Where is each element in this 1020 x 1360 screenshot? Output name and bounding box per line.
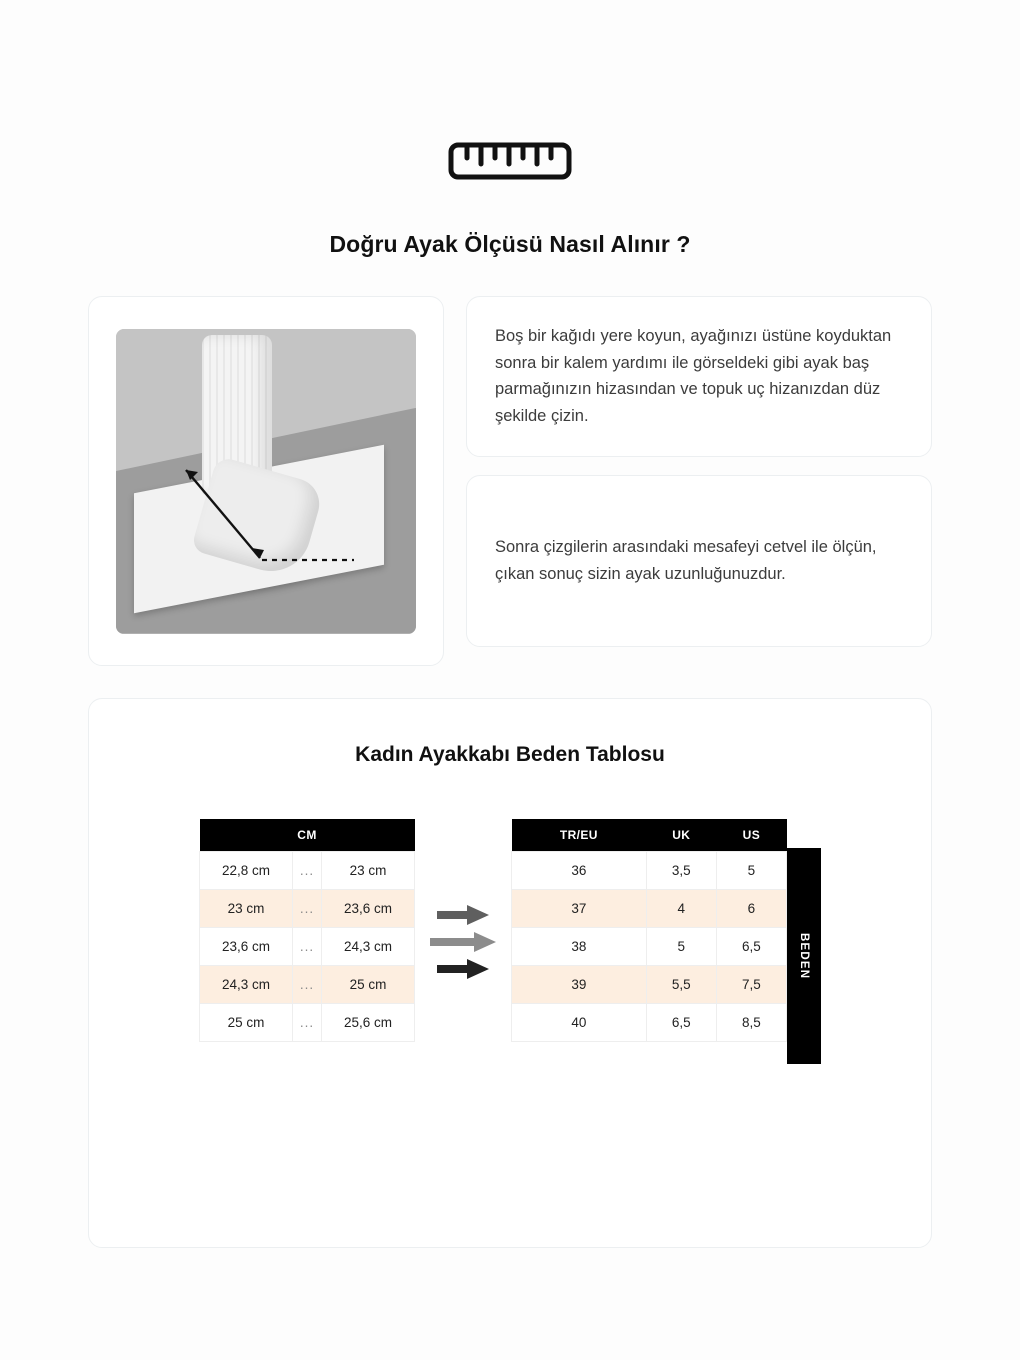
cm-table	[199, 819, 415, 1042]
cm-from: 22,8 cm	[200, 852, 293, 890]
size-table-title: Kadın Ayakkabı Beden Tablosu	[355, 743, 665, 766]
size-table-header-row	[512, 819, 787, 852]
cm-dots: ...	[293, 1004, 322, 1042]
cm-to: 25,6 cm	[321, 1004, 414, 1042]
cm-dots: ...	[293, 852, 322, 890]
size-table-card	[88, 698, 932, 1248]
size-header-us: US	[716, 819, 786, 852]
cm-to: 25 cm	[321, 966, 414, 1004]
table-row	[200, 852, 415, 890]
table-row	[512, 928, 787, 966]
size-uk: 5	[646, 928, 716, 966]
arrow-right-icon	[437, 959, 489, 979]
instruction-text-2: Sonra çizgilerin arasındaki mesafeyi cetvel ile ölçün, çıkan sonuç sizin ayak uzunluğunuzdur.	[495, 538, 877, 583]
size-us: 7,5	[716, 966, 786, 1004]
beden-side-label	[787, 848, 821, 1064]
table-row	[200, 1004, 415, 1042]
foot-measure-photo-card	[88, 296, 444, 666]
cm-from: 24,3 cm	[200, 966, 293, 1004]
beden-side-label-text: BEDEN	[798, 932, 810, 980]
size-us: 8,5	[716, 1004, 786, 1042]
size-uk: 6,5	[646, 1004, 716, 1042]
table-row	[512, 1004, 787, 1042]
size-tr-eu: 37	[512, 890, 647, 928]
size-tr-eu: 40	[512, 1004, 647, 1042]
cm-to: 23,6 cm	[321, 890, 414, 928]
table-row	[512, 966, 787, 1004]
size-tr-eu: 36	[512, 852, 647, 890]
size-us: 6,5	[716, 928, 786, 966]
cm-from: 25 cm	[200, 1004, 293, 1042]
size-us: 6	[716, 890, 786, 928]
table-row	[512, 890, 787, 928]
ruler-icon	[0, 138, 1020, 189]
size-tr-eu: 38	[512, 928, 647, 966]
size-header-tr-eu: TR/EU	[512, 819, 647, 852]
instructions-row	[88, 296, 932, 666]
cm-from: 23,6 cm	[200, 928, 293, 966]
arrow-right-icon	[430, 932, 496, 952]
instruction-cards	[466, 296, 932, 647]
arrow-right-icon	[437, 905, 489, 925]
instruction-card-2	[466, 475, 932, 647]
size-tables	[89, 819, 931, 1064]
table-row	[512, 852, 787, 890]
cm-header-cell: CM	[200, 819, 415, 852]
page-header	[0, 0, 1020, 258]
measure-arrow-icon	[176, 464, 362, 574]
size-header-uk: UK	[646, 819, 716, 852]
conversion-arrows	[415, 819, 511, 979]
instruction-text-1: Boş bir kağıdı yere koyun, ayağınızı üstüne koyduktan sonra bir kalem yardımı ile görseldeki gibi ayak baş parmağınızın hizasından ve topuk uç hizanızdan düz şekilde çizin.	[495, 327, 892, 426]
cm-dots: ...	[293, 928, 322, 966]
table-row	[200, 928, 415, 966]
cm-table-header-row	[200, 819, 415, 852]
table-row	[200, 890, 415, 928]
size-tr-eu: 39	[512, 966, 647, 1004]
size-us: 5	[716, 852, 786, 890]
page-title: Doğru Ayak Ölçüsü Nasıl Alınır ?	[329, 231, 691, 257]
foot-measure-photo	[116, 329, 416, 634]
size-uk: 5,5	[646, 966, 716, 1004]
size-uk: 3,5	[646, 852, 716, 890]
cm-to: 24,3 cm	[321, 928, 414, 966]
table-row	[200, 966, 415, 1004]
cm-from: 23 cm	[200, 890, 293, 928]
size-uk: 4	[646, 890, 716, 928]
cm-dots: ...	[293, 890, 322, 928]
cm-dots: ...	[293, 966, 322, 1004]
instruction-card-1	[466, 296, 932, 457]
cm-to: 23 cm	[321, 852, 414, 890]
size-conversion-table	[511, 819, 787, 1042]
